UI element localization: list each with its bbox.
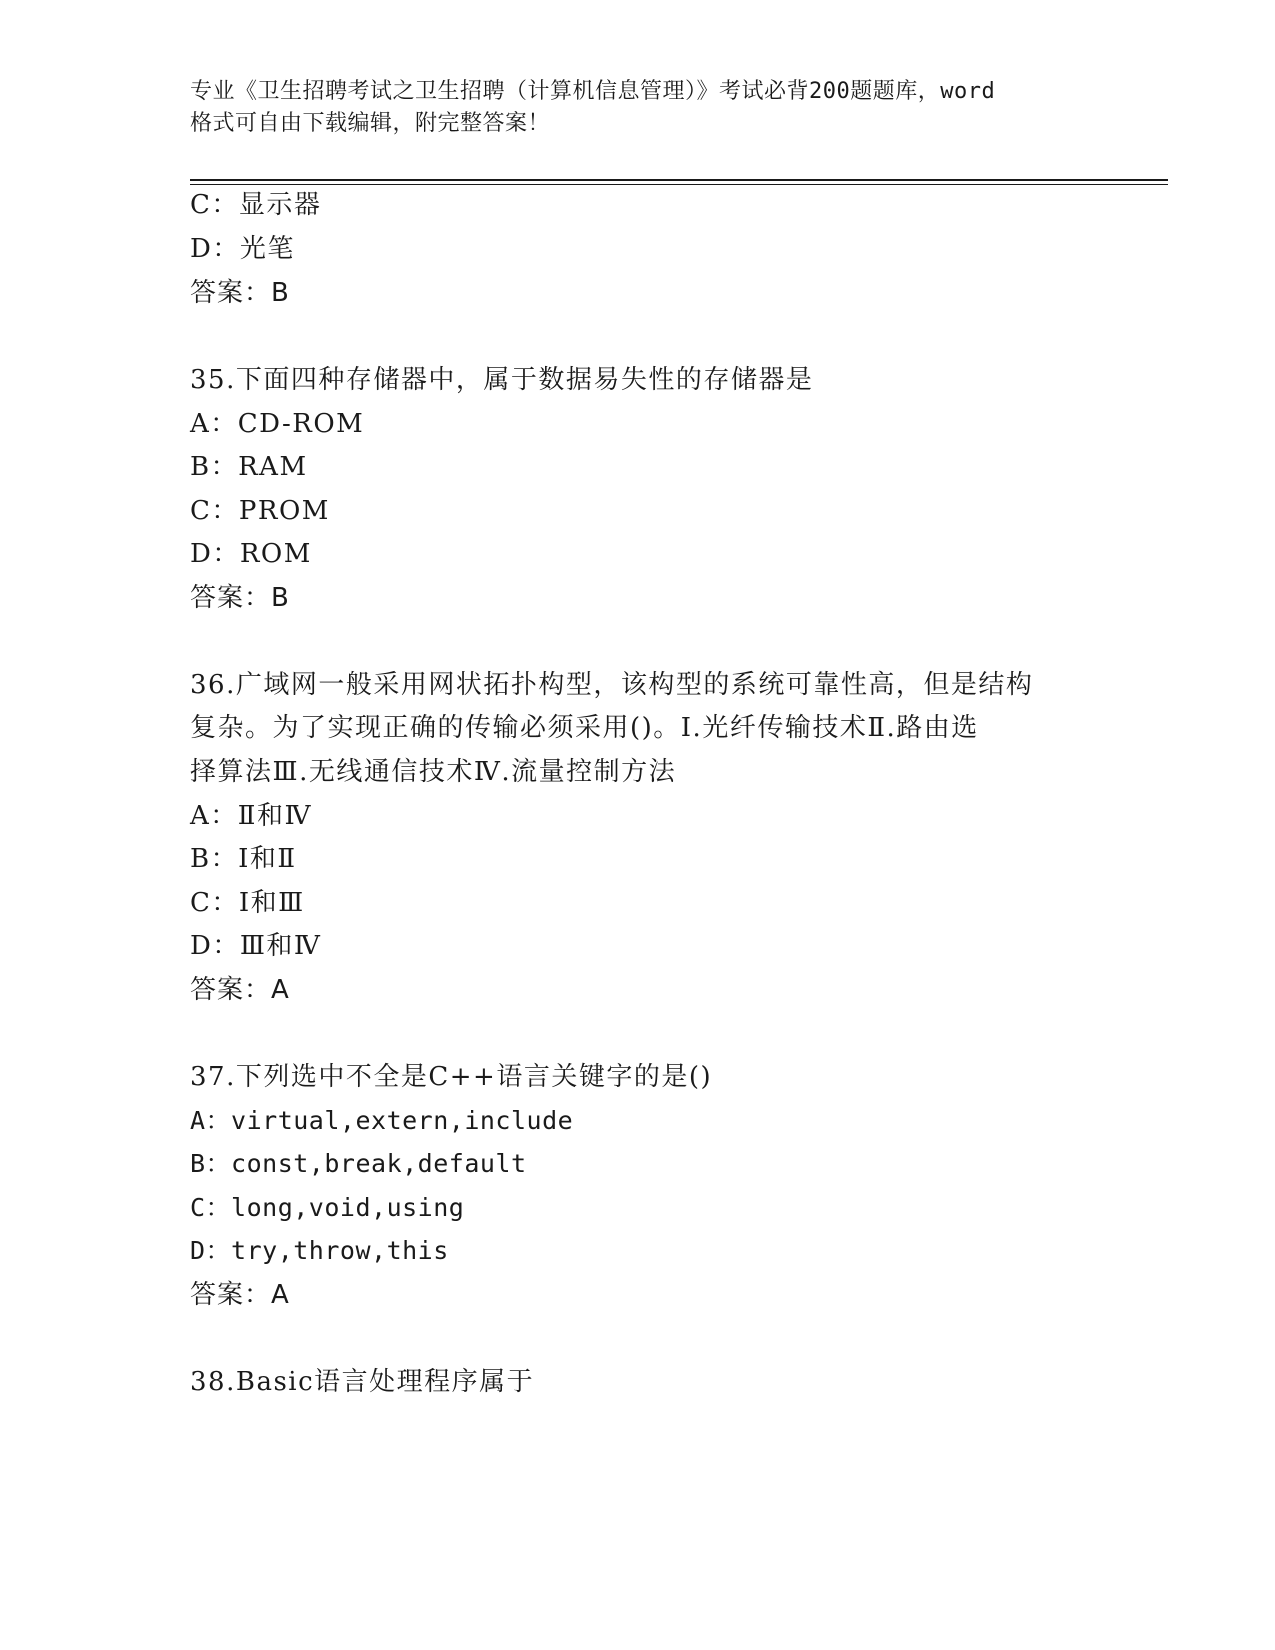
q36-option-c: C：Ⅰ和Ⅲ xyxy=(190,888,305,918)
q37-option-d: D：try,throw,this xyxy=(190,1236,449,1265)
q35-answer: 答案：B xyxy=(190,583,290,613)
q37-answer: 答案：A xyxy=(190,1280,290,1310)
q37-option-b: B：const,break,default xyxy=(190,1149,527,1178)
q35-option-c: C：PROM xyxy=(190,496,330,526)
q35-question: 35.下面四种存储器中，属于数据易失性的存储器是 xyxy=(190,365,814,395)
q36-option-a: A：Ⅱ和Ⅳ xyxy=(190,801,312,831)
q36-question-line-1: 36.广域网一般采用网状拓扑构型，该构型的系统可靠性高，但是结构 xyxy=(190,670,1034,700)
q35-option-b: B：RAM xyxy=(190,452,308,482)
q35-option-a: A：CD-ROM xyxy=(190,409,365,439)
q34-answer: 答案：B xyxy=(190,278,290,308)
header-title-line-2: 格式可自由下载编辑，附完整答案！ xyxy=(190,111,551,136)
q34-option-d: D：光笔 xyxy=(190,234,295,264)
q36-question-line-3: 择算法Ⅲ.无线通信技术Ⅳ.流量控制方法 xyxy=(190,757,677,787)
q37-question: 37.下列选中不全是C++语言关键字的是() xyxy=(190,1062,713,1092)
q35-option-d: D：ROM xyxy=(190,539,312,569)
header-divider-thick xyxy=(190,179,1168,181)
header-title-line-1: 专业《卫生招聘考试之卫生招聘（计算机信息管理）》考试必背200题题库，word xyxy=(190,79,996,104)
q36-option-b: B：Ⅰ和Ⅱ xyxy=(190,844,297,874)
q36-question-line-2: 复杂。为了实现正确的传输必须采用()。Ⅰ.光纤传输技术Ⅱ.路由选 xyxy=(190,713,979,743)
q36-answer: 答案：A xyxy=(190,975,290,1005)
q34-option-c: C：显示器 xyxy=(190,190,322,220)
header-divider-thin xyxy=(190,184,1168,185)
q38-question: 38.Basic语言处理程序属于 xyxy=(190,1367,535,1397)
q37-option-a: A：virtual,extern,include xyxy=(190,1106,574,1135)
q36-option-d: D：Ⅲ和Ⅳ xyxy=(190,931,322,961)
document-header xyxy=(190,76,1110,140)
q37-option-c: C：long,void,using xyxy=(190,1193,465,1222)
